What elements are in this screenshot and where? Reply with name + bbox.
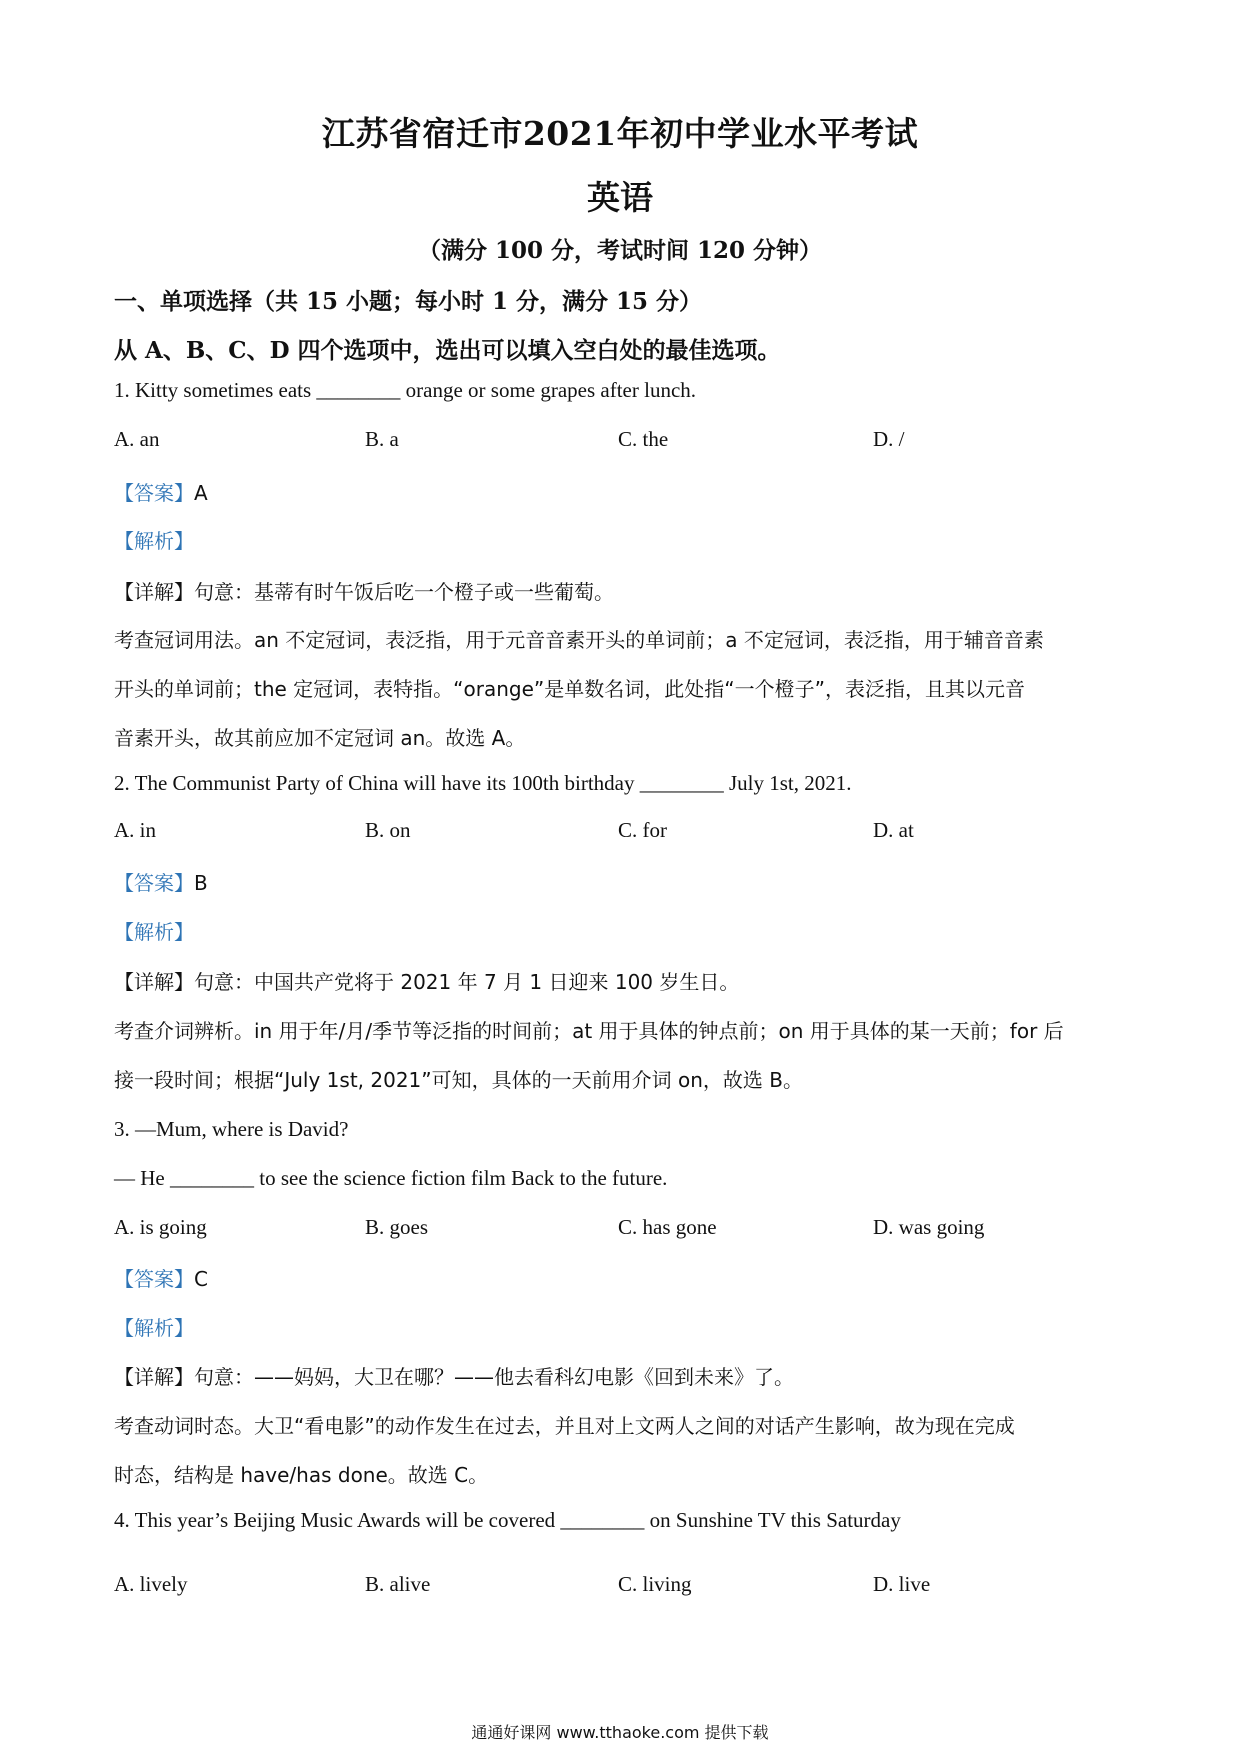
q3-explanation-line: 时态，结构是 have/has done。故选 C。 bbox=[114, 1463, 489, 1487]
question-3-stem: 3. —Mum, where is David? bbox=[114, 1117, 349, 1141]
q1-analysis-label: 【解析】 bbox=[114, 529, 194, 553]
subject-title: 英语 bbox=[587, 178, 653, 217]
q3-explanation-line: 【详解】句意：——妈妈，大卫在哪？——他去看科幻电影《回到未来》了。 bbox=[114, 1365, 794, 1389]
q2-option-d: D. at bbox=[873, 818, 914, 842]
question-3-stem-line2: — He ________ to see the science fiction film Back to the future. bbox=[114, 1166, 668, 1190]
q1-option-d: D. / bbox=[873, 427, 905, 451]
q1-option-c: C. the bbox=[618, 427, 669, 451]
q2-analysis-label: 【解析】 bbox=[114, 920, 194, 944]
q2-explanation-line: 考查介词辨析。in 用于年/月/季节等泛指的时间前；at 用于具体的钟点前；on 用于具体的某一天前；for 后 bbox=[114, 1019, 1064, 1043]
page-title: 江苏省宿迁市2021年初中学业水平考试 bbox=[321, 114, 919, 153]
q4-option-d: D. live bbox=[873, 1572, 931, 1596]
q4-option-b: B. alive bbox=[365, 1572, 431, 1596]
q1-explanation-line: 考查冠词用法。an 不定冠词，表泛指，用于元音音素开头的单词前；a 不定冠词，表泛指，用于辅音音素 bbox=[114, 628, 1044, 652]
question-1-stem: 1. Kitty sometimes eats ________ orange or some grapes after lunch. bbox=[114, 378, 697, 402]
q2-explanation-line: 【详解】句意：中国共产党将于 2021 年 7 月 1 日迎来 100 岁生日。 bbox=[114, 970, 740, 994]
q3-option-a: A. is going bbox=[114, 1215, 207, 1239]
q3-analysis-label: 【解析】 bbox=[114, 1316, 194, 1340]
q1-option-a: A. an bbox=[114, 427, 160, 451]
exam-note: （满分 100 分，考试时间 120 分钟） bbox=[417, 237, 823, 264]
q2-answer: 【答案】B bbox=[114, 871, 208, 895]
q2-option-b: B. on bbox=[365, 818, 411, 842]
q2-explanation-line: 接一段时间；根据“July 1st, 2021”可知，具体的一天前用介词 on，故选 B。 bbox=[114, 1068, 803, 1092]
q4-option-a: A. lively bbox=[114, 1572, 188, 1596]
q2-option-a: A. in bbox=[114, 818, 156, 842]
question-2-stem: 2. The Communist Party of China will have its 100th birthday ________ July 1st, 2021. bbox=[114, 771, 852, 795]
q4-option-c: C. living bbox=[618, 1572, 692, 1596]
section-instruction: 从 A、B、C、D 四个选项中，选出可以填入空白处的最佳选项。 bbox=[114, 337, 781, 364]
q3-answer: 【答案】C bbox=[114, 1267, 208, 1291]
page-footer: 通通好课网 www.tthaoke.com 提供下载 bbox=[471, 1723, 769, 1742]
q1-explanation-line: 音素开头，故其前应加不定冠词 an。故选 A。 bbox=[114, 726, 526, 750]
q2-option-c: C. for bbox=[618, 818, 667, 842]
question-4-stem: 4. This year’s Beijing Music Awards will be covered ________ on Sunshine TV this Saturday bbox=[114, 1508, 901, 1532]
q1-answer: 【答案】A bbox=[114, 481, 208, 505]
q3-option-d: D. was going bbox=[873, 1215, 985, 1239]
q1-explanation-line: 【详解】句意：基蒂有时午饭后吃一个橙子或一些葡萄。 bbox=[114, 580, 614, 604]
q3-option-c: C. has gone bbox=[618, 1215, 717, 1239]
section-heading: 一、单项选择（共 15 小题；每小时 1 分，满分 15 分） bbox=[114, 288, 703, 315]
q3-option-b: B. goes bbox=[365, 1215, 428, 1239]
q1-explanation-line: 开头的单词前；the 定冠词，表特指。“orange”是单数名词，此处指“一个橙子”，表泛指，且其以元音 bbox=[114, 677, 1026, 701]
q1-option-b: B. a bbox=[365, 427, 399, 451]
q3-explanation-line: 考查动词时态。大卫“看电影”的动作发生在过去，并且对上文两人之间的对话产生影响，故为现在完成 bbox=[114, 1414, 1015, 1438]
